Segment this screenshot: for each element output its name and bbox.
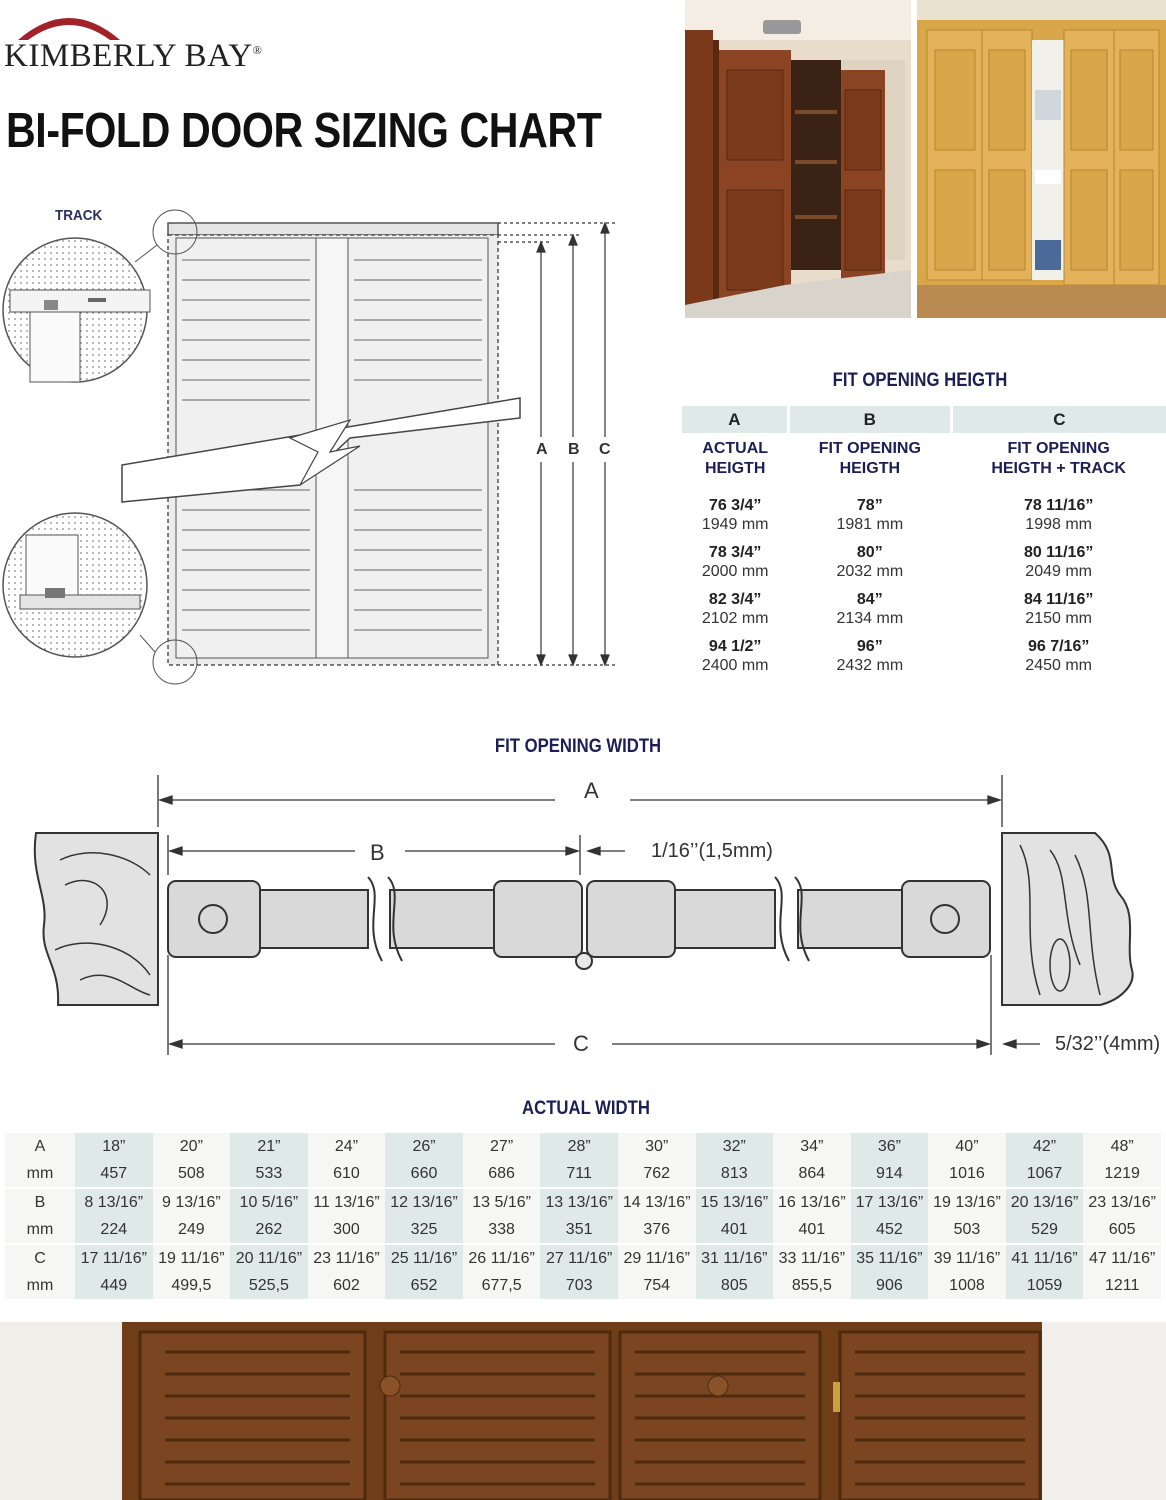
value-inches: 96 7/16” bbox=[1027, 637, 1090, 655]
table-cell: 23 13/16” bbox=[1083, 1188, 1161, 1216]
table-cell: 855,5 bbox=[773, 1272, 851, 1299]
value-mm: 1981 mm bbox=[836, 515, 904, 533]
col-header-a: A bbox=[682, 406, 788, 433]
value-inches: 78 3/4” bbox=[708, 543, 762, 561]
table-cell: 31 11/16” bbox=[696, 1244, 774, 1272]
row-label: B bbox=[5, 1188, 75, 1216]
value-mm: 2450 mm bbox=[1025, 656, 1092, 674]
value-inches: 76 3/4” bbox=[708, 496, 762, 514]
table-cell: 48” bbox=[1083, 1133, 1161, 1160]
value-mm: 2134 mm bbox=[836, 609, 904, 627]
table-cell: 40” bbox=[928, 1133, 1006, 1160]
table-cell: 25 11/16” bbox=[385, 1244, 463, 1272]
table-cell: 533 bbox=[230, 1160, 308, 1188]
subheader-a bbox=[682, 433, 788, 491]
table-row bbox=[682, 585, 1166, 632]
table-cell: 660 bbox=[385, 1160, 463, 1188]
row-label: C bbox=[5, 1244, 75, 1272]
value-mm: 2000 mm bbox=[701, 562, 769, 580]
table-cell: 754 bbox=[618, 1272, 696, 1299]
table-cell: 33 11/16” bbox=[773, 1244, 851, 1272]
table-row bbox=[5, 1188, 1161, 1216]
table-row bbox=[682, 538, 1166, 585]
table-cell: 762 bbox=[618, 1160, 696, 1188]
table-cell: 18” bbox=[75, 1133, 153, 1160]
value-inches: 80 11/16” bbox=[1023, 543, 1094, 561]
table-row bbox=[5, 1272, 1161, 1299]
width-diagram bbox=[0, 765, 1166, 1065]
table-cell: 19 11/16” bbox=[153, 1244, 231, 1272]
table-cell: 652 bbox=[385, 1272, 463, 1299]
table-cell: 27 11/16” bbox=[540, 1244, 618, 1272]
table-row bbox=[5, 1244, 1161, 1272]
table-cell: 42” bbox=[1006, 1133, 1084, 1160]
table-cell: 262 bbox=[230, 1216, 308, 1244]
value-mm: 2102 mm bbox=[701, 609, 769, 627]
subheader-b bbox=[788, 433, 951, 491]
table-cell: 711 bbox=[540, 1160, 618, 1188]
table-cell: 9 13/16” bbox=[153, 1188, 231, 1216]
table-cell: 17 13/16” bbox=[851, 1188, 929, 1216]
table-cell: 13 13/16” bbox=[540, 1188, 618, 1216]
logo-arc-icon bbox=[14, 8, 124, 42]
subheader-a-line2: HEIGTH bbox=[704, 460, 766, 477]
table-cell: 503 bbox=[928, 1216, 1006, 1244]
table-cell: 16 13/16” bbox=[773, 1188, 851, 1216]
width-dim-a-label: A bbox=[584, 778, 599, 803]
fit-opening-height-title: FIT OPENING HEIGTH bbox=[832, 370, 1008, 391]
table-cell: 14 13/16” bbox=[618, 1188, 696, 1216]
table-cell: 28” bbox=[540, 1133, 618, 1160]
table-row bbox=[682, 632, 1166, 679]
track-label: TRACK bbox=[55, 207, 103, 224]
value-inches: 80” bbox=[856, 543, 883, 561]
height-dim-b-label: B bbox=[568, 441, 580, 458]
subheader-b-line1: FIT OPENING bbox=[818, 440, 921, 457]
table-cell: 21” bbox=[230, 1133, 308, 1160]
col-header-c: C bbox=[951, 406, 1166, 433]
table-cell: 401 bbox=[773, 1216, 851, 1244]
fit-opening-height-table bbox=[682, 406, 1166, 679]
height-dim-c-label: C bbox=[599, 441, 611, 458]
table-row bbox=[5, 1216, 1161, 1244]
value-inches: 78” bbox=[856, 496, 883, 514]
table-cell: 508 bbox=[153, 1160, 231, 1188]
subheader-c bbox=[951, 433, 1166, 491]
table-cell: 1067 bbox=[1006, 1160, 1084, 1188]
table-row bbox=[5, 1160, 1161, 1188]
table-cell: 805 bbox=[696, 1272, 774, 1299]
table-cell: 813 bbox=[696, 1160, 774, 1188]
value-mm: 2432 mm bbox=[836, 656, 904, 674]
page-title: BI-FOLD DOOR SIZING CHART bbox=[6, 104, 602, 158]
table-cell: 703 bbox=[540, 1272, 618, 1299]
table-cell: 351 bbox=[540, 1216, 618, 1244]
value-inches: 82 3/4” bbox=[708, 590, 762, 608]
table-cell: 452 bbox=[851, 1216, 929, 1244]
value-mm: 2150 mm bbox=[1025, 609, 1092, 627]
brand-logo bbox=[4, 38, 262, 75]
value-mm: 1949 mm bbox=[701, 515, 769, 533]
table-cell: 10 5/16” bbox=[230, 1188, 308, 1216]
subheader-c-line2: HEIGTH + TRACK bbox=[991, 460, 1126, 477]
table-cell: 401 bbox=[696, 1216, 774, 1244]
table-row bbox=[5, 1133, 1161, 1160]
row-label: A bbox=[5, 1133, 75, 1160]
table-cell: 19 13/16” bbox=[928, 1188, 1006, 1216]
photo-closet-bifold-doors bbox=[917, 0, 1166, 318]
table-cell: 35 11/16” bbox=[851, 1244, 929, 1272]
table-cell: 864 bbox=[773, 1160, 851, 1188]
hinge-gap-label: 1/16’’(1,5mm) bbox=[651, 840, 773, 862]
table-cell: 20 11/16” bbox=[230, 1244, 308, 1272]
table-cell: 1211 bbox=[1083, 1272, 1161, 1299]
photo-pantry-bifold-doors bbox=[685, 0, 911, 318]
table-cell: 1008 bbox=[928, 1272, 1006, 1299]
row-unit-label: mm bbox=[5, 1272, 75, 1299]
table-cell: 605 bbox=[1083, 1216, 1161, 1244]
subheader-b-line2: HEIGTH bbox=[839, 460, 901, 477]
table-cell: 13 5/16” bbox=[463, 1188, 541, 1216]
table-cell: 30” bbox=[618, 1133, 696, 1160]
table-cell: 529 bbox=[1006, 1216, 1084, 1244]
table-cell: 27” bbox=[463, 1133, 541, 1160]
table-cell: 15 13/16” bbox=[696, 1188, 774, 1216]
row-unit-label: mm bbox=[5, 1160, 75, 1188]
table-cell: 325 bbox=[385, 1216, 463, 1244]
table-cell: 17 11/16” bbox=[75, 1244, 153, 1272]
height-dim-a-label: A bbox=[536, 441, 548, 458]
value-mm: 2032 mm bbox=[836, 562, 904, 580]
brand-registered-mark: ® bbox=[252, 43, 263, 57]
value-inches: 96” bbox=[856, 637, 883, 655]
table-cell: 26 11/16” bbox=[463, 1244, 541, 1272]
brand-name: KIMBERLY BAY bbox=[4, 38, 253, 74]
table-cell: 36” bbox=[851, 1133, 929, 1160]
table-cell: 39 11/16” bbox=[928, 1244, 1006, 1272]
side-gap-label: 5/32’’(4mm) bbox=[1055, 1033, 1161, 1055]
value-mm: 1998 mm bbox=[1025, 515, 1092, 533]
table-cell: 20 13/16” bbox=[1006, 1188, 1084, 1216]
table-cell: 24” bbox=[308, 1133, 386, 1160]
fit-opening-width-title: FIT OPENING WIDTH bbox=[494, 736, 662, 757]
table-cell: 34” bbox=[773, 1133, 851, 1160]
table-cell: 20” bbox=[153, 1133, 231, 1160]
table-cell: 499,5 bbox=[153, 1272, 231, 1299]
table-cell: 300 bbox=[308, 1216, 386, 1244]
table-cell: 906 bbox=[851, 1272, 929, 1299]
table-cell: 376 bbox=[618, 1216, 696, 1244]
subheader-a-line1: ACTUAL bbox=[702, 440, 769, 457]
row-unit-label: mm bbox=[5, 1216, 75, 1244]
table-cell: 23 11/16” bbox=[308, 1244, 386, 1272]
table-cell: 26” bbox=[385, 1133, 463, 1160]
table-cell: 449 bbox=[75, 1272, 153, 1299]
table-row bbox=[682, 491, 1166, 538]
table-cell: 610 bbox=[308, 1160, 386, 1188]
table-cell: 32” bbox=[696, 1133, 774, 1160]
table-cell: 41 11/16” bbox=[1006, 1244, 1084, 1272]
table-cell: 686 bbox=[463, 1160, 541, 1188]
width-dim-b-label: B bbox=[370, 840, 385, 865]
table-cell: 525,5 bbox=[230, 1272, 308, 1299]
width-dim-c-label: C bbox=[573, 1031, 589, 1056]
table-cell: 457 bbox=[75, 1160, 153, 1188]
table-cell: 602 bbox=[308, 1272, 386, 1299]
actual-width-title: ACTUAL WIDTH bbox=[522, 1098, 650, 1119]
table-cell: 677,5 bbox=[463, 1272, 541, 1299]
table-cell: 224 bbox=[75, 1216, 153, 1244]
table-cell: 47 11/16” bbox=[1083, 1244, 1161, 1272]
table-cell: 249 bbox=[153, 1216, 231, 1244]
table-cell: 11 13/16” bbox=[308, 1188, 386, 1216]
actual-width-table bbox=[5, 1133, 1161, 1299]
col-header-b: B bbox=[788, 406, 951, 433]
value-inches: 78 11/16” bbox=[1023, 496, 1094, 514]
table-cell: 914 bbox=[851, 1160, 929, 1188]
table-cell: 1219 bbox=[1083, 1160, 1161, 1188]
table-cell: 8 13/16” bbox=[75, 1188, 153, 1216]
table-cell: 12 13/16” bbox=[385, 1188, 463, 1216]
photo-louvered-bifold-doors bbox=[0, 1322, 1166, 1500]
subheader-c-line1: FIT OPENING bbox=[1007, 440, 1110, 457]
value-inches: 94 1/2” bbox=[708, 637, 762, 655]
value-mm: 2049 mm bbox=[1025, 562, 1092, 580]
value-inches: 84” bbox=[856, 590, 883, 608]
table-cell: 29 11/16” bbox=[618, 1244, 696, 1272]
table-cell: 1016 bbox=[928, 1160, 1006, 1188]
value-mm: 2400 mm bbox=[701, 656, 769, 674]
table-cell: 338 bbox=[463, 1216, 541, 1244]
table-cell: 1059 bbox=[1006, 1272, 1084, 1299]
value-inches: 84 11/16” bbox=[1023, 590, 1094, 608]
